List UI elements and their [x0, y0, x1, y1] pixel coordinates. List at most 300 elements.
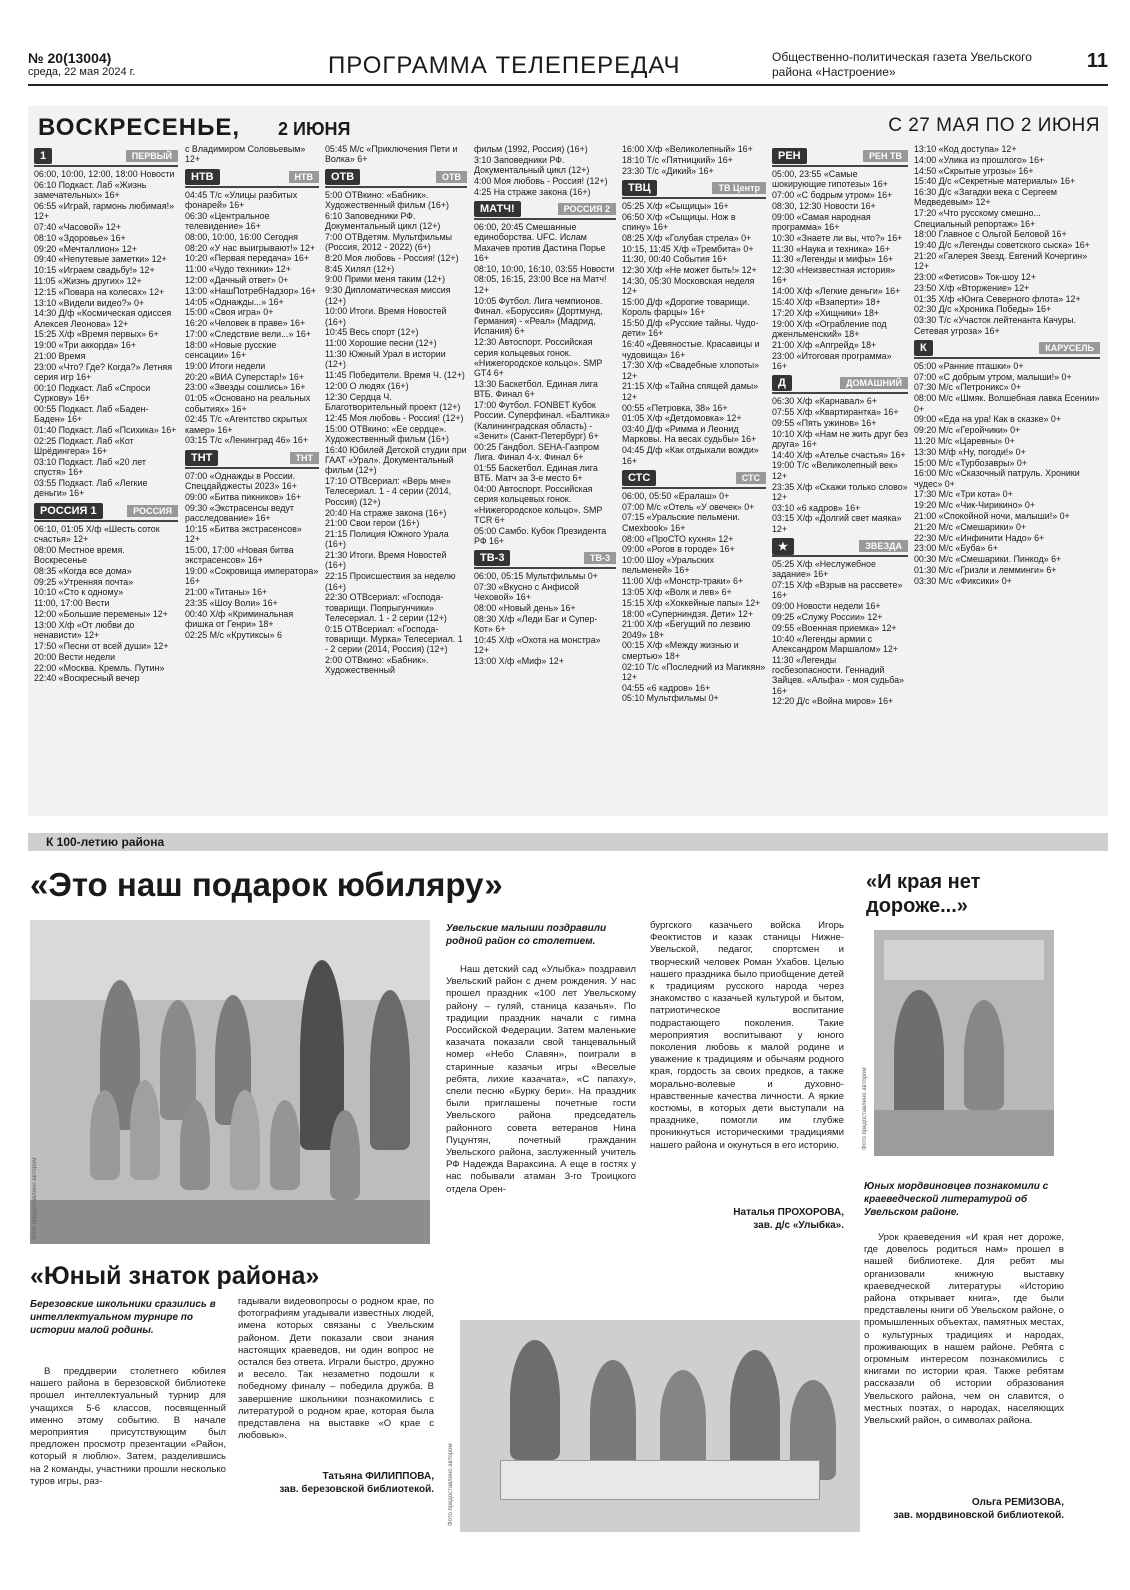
tv-program: 01:30 М/с «Гризли и лемминги» 6+: [914, 564, 1057, 575]
tv-program: 03:30 М/с «Фиксики» 0+: [914, 575, 1012, 586]
tv-program: 08:00 «ПроСТО кухня» 12+: [622, 533, 734, 544]
tv-program: 5:00 ОТВкино: «Бабник». Художественный фильм (16+): [325, 189, 450, 210]
tv-program: 01:05 «Основано на реальных событиях» 16+: [185, 393, 311, 414]
tv-program: 01:40 Подкаст. Лаб «Психика» 16+: [34, 425, 177, 436]
tv-program: 17:00 Футбол. FONBET Кубок России. Суперфинал. «Балтика» (Калининградская область) - «Зенит» (Санкт-Петербург) 6+: [474, 400, 610, 441]
article1-author: Наталья ПРОХОРОВА,: [733, 1207, 844, 1218]
tv-column: [914, 144, 1100, 812]
channel-header: [474, 549, 616, 569]
photo-banner: [884, 940, 1044, 980]
tv-program: 07:15 «Уральские пельмени. Смехbook» 16+: [622, 512, 740, 533]
tv-program: 16:20 «Человек в праве» 16+: [185, 318, 306, 329]
channel-logo: Д: [772, 375, 792, 391]
tv-program: 05:00 «Ранние пташки» 0+: [914, 360, 1024, 371]
article3-photo: [874, 930, 1054, 1156]
tv-program: 05:25 Х/ф «Сыщицы» 16+: [622, 200, 729, 211]
tv-program: фильм (1992, Россия) (16+): [474, 144, 588, 154]
article3-author: Ольга РЕМИЗОВА,: [971, 1497, 1064, 1508]
tv-program: 05:25 Х/ф «Неслужебное задание» 16+: [772, 559, 876, 580]
tv-program: 23:00 «Фетисов» Ток-шоу 12+: [914, 272, 1037, 283]
tv-program: 21:00 Время: [34, 351, 86, 362]
tv-program: 06:50 Х/ф «Сыщицы. Нож в спину» 16+: [622, 211, 736, 232]
channel-header: [185, 168, 319, 188]
article3-lede: Юных мордвиновцев познакомили с краеведческой литературой об Увельском районе.: [864, 1181, 1049, 1218]
paper-name: Общественно-политическая газета Увельского района «Настроение»: [772, 50, 1032, 79]
tv-program: 00:55 «Петровка, 38» 16+: [622, 402, 728, 413]
tv-program: 03:10 Подкаст. Лаб «20 лет спустя» 16+: [34, 457, 146, 478]
tv-program: 03:55 Подкаст. Лаб «Легкие деньги» 16+: [34, 478, 148, 499]
tv-program: 17:10 ОТВсериал: «Верь мне» Телесериал. 1 - 4 серии (2014, Россия) (12+): [325, 476, 452, 507]
article2-author: Татьяна ФИЛИППОВА,: [322, 1471, 434, 1482]
tv-program: 05:10 Мультфильмы 0+: [622, 693, 719, 704]
tv-program: 08:35 «Когда все дома»: [34, 565, 132, 576]
tv-program: 06:30 «Центральное телевидение» 16+: [185, 210, 270, 231]
tv-program: 08:30 Х/ф «Леди Баг и Супер-Кот» 6+: [474, 613, 598, 635]
channel-name: РЕН ТВ: [863, 150, 908, 162]
tv-program: 05:45 М/с «Приключения Пети и Волка» 6+: [325, 144, 458, 165]
channel-header: [772, 537, 908, 557]
tv-program: 20:00 Вести недели: [34, 651, 116, 662]
tv-program: 21:20 «Галерея Звезд. Евгений Кочергин» 12+: [914, 250, 1088, 272]
tv-program: 07:00 «С добрым утром, малыши!» 0+: [914, 371, 1072, 382]
channel-name: ТВ-3: [584, 552, 616, 564]
tv-program: 3:10 Заповедники РФ. Документальный цикл (12+): [474, 154, 590, 176]
tv-program: 22:30 М/с «Инфинити Надо» 6+: [914, 532, 1045, 543]
tv-program: 13:10 «Код доступа» 12+: [914, 144, 1017, 154]
tv-program: 15:00 Д/ф «Дорогие товарищи. Король фарцы» 16+: [622, 297, 750, 318]
tv-program: 10:30 «Знаете ли вы, что?» 16+: [772, 232, 903, 243]
tv-program: 15:40 Д/с «Секретные материалы» 16+: [914, 176, 1076, 187]
tv-program: 00:30 М/с «Смешарики. Пинкод» 6+: [914, 554, 1062, 565]
channel-logo: К: [914, 340, 933, 356]
child-figure: [90, 1090, 120, 1180]
channel-name: ПЕРВЫЙ: [126, 150, 178, 162]
tv-program: 21:20 М/с «Смешарики» 0+: [914, 521, 1027, 532]
tv-program: 15:00 М/с «Турбозавры» 0+: [914, 457, 1028, 468]
tv-program: 10:10 Х/ф «Нам не жить друг без друга» 16+: [772, 428, 908, 449]
tv-program: 23:00 «Что? Где? Когда?» Летняя серия игр 16+: [34, 361, 172, 383]
tv-program: 23:00 «Звезды сошлись» 16+: [185, 382, 306, 393]
tv-program: 23:50 Х/ф «Вторжение» 12+: [914, 282, 1030, 293]
tv-program: 11:45 Победители. Время Ч. (12+): [325, 370, 465, 381]
channel-name: КАРУСЕЛЬ: [1039, 342, 1100, 354]
reader-figure: [894, 990, 944, 1120]
channel-header: [34, 502, 178, 522]
tv-program: 08:00 Местное время. Воскресенье: [34, 544, 125, 566]
tv-program: 0:15 ОТВсериал: «Господа-товарищи. Мурка» Телесериал. 1 - 2 серии (2014, Россия) (12+): [325, 623, 463, 655]
masthead: [28, 46, 1108, 86]
article3-title: «И края нет дороже...»: [866, 871, 981, 917]
tv-program: 21:00 Х/ф «Апгрейд» 18+: [772, 339, 877, 350]
tv-program: 22:00 «Москва. Кремль. Путин»: [34, 662, 165, 673]
tv-program: 11:00 «Чудо техники» 12+: [185, 264, 291, 275]
tv-program: 01:05 Х/ф «Детдомовка» 12+: [622, 413, 742, 424]
article1-lede: Увельские малыши поздравили родной район со столетием.: [446, 923, 607, 947]
article1-col2: бургского казачьего войска Игорь Феоктистов и казак станицы Нижне-Увельской, педагог, спортсмен и творческий человек Роман Ухабов. Целью нашего праздника было приобщение детей к традициям русского народа через знакомство с казачьей культурой и бытом, патриотическое воспитание подрастающего поколения. Такие мероприятия воспитывают у юного поколения любовь к малой родине и уважение к традициям и обычаям родного края, гордость за своих предков, а также морально-волевые и духовно-нравственные качества личности. А яркие костюмы, в которых дети выступали на празднике, помогли им глубже проникнуться историческими традициями нашего района и окунуться в его историю.: [650, 920, 844, 1151]
tv-program: 06:00, 20:45 Смешанные единоборства. UFC. Ислам Махачев против Дастина Порье 16+: [474, 221, 606, 263]
tv-program: 07:00 М/с «Отель «У овечек» 0+: [622, 501, 755, 512]
tv-program: 22:40 «Воскресный вечер: [34, 673, 140, 684]
tv-program: 00:40 Х/ф «Криминальная фишка от Генри» 18+: [185, 608, 294, 629]
photo-floor: [874, 1110, 1054, 1156]
channel-header: [622, 179, 766, 199]
channel-header: [325, 168, 467, 188]
tv-date: 2 ИЮНЯ: [278, 119, 351, 139]
tv-program: 06:00, 05:15 Мультфильмы 0+: [474, 571, 598, 582]
issue-date: среда, 22 мая 2024 г.: [28, 66, 136, 78]
tv-program: 07:30 «Вкусно с Анфисой Чеховой» 16+: [474, 581, 580, 603]
article2-photo-credit: Фото предоставлено автором: [448, 1443, 454, 1526]
tv-program: 20:20 «ВИА Суперстар!» 16+: [185, 371, 305, 382]
tv-column: [34, 144, 178, 812]
tv-program: 10:15 «Битва экстрасенсов» 12+: [185, 523, 302, 544]
channel-logo: РОССИЯ 1: [34, 503, 103, 519]
tv-program: 12:00 «Дачный ответ» 0+: [185, 274, 289, 285]
tv-program: 10:45 Х/ф «Охота на монстра» 12+: [474, 634, 601, 656]
tv-program: 4:00 Моя любовь - Россия! (12+): [474, 175, 608, 186]
tv-program: 9:30 Дипломатическая миссия (12+): [325, 285, 451, 306]
article3-body: Урок краеведения «И края нет дороже, где довелось родиться нам» прошел в нашей библиотеке. Для ребят мы организовали книжную выставку краеведческой литературы «Историю района открывает книга», где были представлены книги об Увельском районе, о промышленных объектах, памятных местах, о культурных традициях и народах, проживающих в нашем районе. Ребята с огромным интересом познакомились с книгами по истории края. Также ребятам рассказали об истории образования Увельского района, чем он славится, о местных поэтах, о народах, населяющих Увельский район, о символах района.: [864, 1232, 1064, 1427]
tv-column: [622, 144, 766, 812]
channel-name: РОССИЯ: [127, 505, 178, 517]
tv-program: 23:35 Х/ф «Скажи только слово» 12+: [772, 481, 908, 502]
article1-photo: [30, 920, 430, 1244]
tv-program: 17:20 Х/ф «Хищники» 18+: [772, 307, 880, 318]
photo-table: [500, 1460, 820, 1500]
tv-program: 06:00, 05:50 «Ералаш» 0+: [622, 490, 730, 501]
tv-program: 09:00 «Еда на ура! Как в сказке» 0+: [914, 414, 1062, 425]
tv-program: 11:00, 17:00 Вести: [34, 598, 110, 609]
tv-program: 18:00 «Суперниндзя. Дети» 12+: [622, 608, 754, 619]
tv-program: 17:20 «Что русскому смешно... Специальный репортаж» 16+: [914, 208, 1041, 229]
tv-program: 08:00 «Новый день» 16+: [474, 603, 576, 614]
channel-name: ЗВЕЗДА: [859, 540, 908, 552]
tv-program: 16:00 Х/ф «Великолепный» 16+: [622, 144, 753, 154]
article2-col2: гадывали видеовопросы о родном крае, по фотографиям угадывали известных людей, имена которых связаны с Увельским районом. Дети показали свои знания настоящих краеведов, ни один вопрос не остался без ответа. Играли быстро, дружно и весело. Так незаметно подошли к победному финалу – победила дружба. В завершение школьники познакомились с литературой о родном крае, которая была представлена на выставке «О крае с любовью».: [238, 1296, 434, 1442]
channel-header: [622, 469, 766, 489]
channel-logo: ТНТ: [185, 450, 218, 466]
tv-program: 21:15 Полиция Южного Урала (16+): [325, 529, 449, 550]
tv-program: 15:50 Д/ф «Русские тайны. Чудо-дети» 16+: [622, 318, 759, 339]
tv-program: 02:25 М/с «Крутиксы» 6: [185, 629, 282, 640]
tv-program: 14:50 «Скрытые угрозы» 16+: [914, 165, 1034, 176]
tv-program: 00:15 Х/ф «Между жизнью и смертью» 18+: [622, 640, 739, 661]
adult-figure: [370, 990, 410, 1150]
tv-program: 13:30 М/ф «Ну, погоди!» 0+: [914, 446, 1026, 457]
tv-column: [325, 144, 467, 812]
tv-program: 14:40 Х/ф «Ателье счастья» 16+: [772, 449, 906, 460]
tv-program: 02:25 Подкаст. Лаб «Кот Шрёдингера» 16+: [34, 435, 134, 457]
photo-floor: [30, 1200, 430, 1244]
tv-program: 22:15 Происшествия за неделю (16+): [325, 571, 456, 592]
tv-program: 19:00 «Три аккорда» 16+: [34, 340, 136, 351]
channel-header: [34, 147, 178, 167]
tv-program: 01:55 Баскетбол. Единая лига ВТБ. Матч за 3-е место 6+: [474, 462, 598, 484]
tv-program: 07:15 Х/ф «Взрыв на рассвете» 16+: [772, 580, 903, 601]
tv-program: 00:10 Подкаст. Лаб «Спроси Суркову» 16+: [34, 382, 151, 404]
tv-program: 09:20 «Мечталлион» 12+: [34, 243, 137, 254]
tv-program: 07:30 М/с «Петроникс» 0+: [914, 382, 1022, 393]
tv-program: 11:00 Хорошие песни (12+): [325, 338, 437, 349]
channel-header: [914, 339, 1100, 359]
tv-program: с Владимиром Соловьевым» 12+: [185, 144, 306, 165]
tv-program: 16:40 Юбилей Детской студии при ГААТ «Урал». Документальный фильм (12+): [325, 444, 467, 476]
article2-signature: [238, 1470, 434, 1496]
article2-lede: Березовские школьники сразились в интеллектуальном турнире по истории малой родины.: [30, 1299, 216, 1336]
tv-program: 09:00 «Рогов в городе» 16+: [622, 544, 735, 555]
tv-program: 11:20 М/с «Царевны» 0+: [914, 435, 1015, 446]
tv-program: 00:55 Подкаст. Лаб «Баден-Баден» 16+: [34, 404, 149, 425]
tv-program: 13:00 Х/ф «От любви до ненависти» 12+: [34, 619, 135, 641]
article3-signature: [864, 1496, 1064, 1522]
tv-program: 06:30 Х/ф «Карнавал» 6+: [772, 396, 877, 407]
tv-program: 18:00 «Новые русские сенсации» 16+: [185, 339, 277, 361]
tv-program: 02:10 Т/с «Последний из Магикян» 12+: [622, 661, 766, 682]
tv-program: 17:00 «Следствие вели...» 16+: [185, 328, 311, 339]
tv-program: 8:20 Моя любовь - Россия! (12+): [325, 252, 459, 263]
tv-program: 14:30, 05:30 Московская неделя 12+: [622, 275, 755, 297]
tv-program: 8:45 Хилял (12+): [325, 263, 395, 274]
child-figure: [230, 1090, 260, 1190]
tv-schedule: [28, 106, 1108, 816]
tv-program: 12:20 Д/с «Война миров» 16+: [772, 696, 894, 707]
tv-program: 14:05 «Однажды...» 16+: [185, 296, 284, 307]
tv-program: 07:40 «Часовой» 12+: [34, 221, 121, 232]
tv-program: 11:30 «Наука и техника» 16+: [772, 243, 891, 254]
tv-program: 04:55 «6 кадров» 16+: [622, 682, 711, 693]
tv-program: 13:00 Х/ф «Миф» 12+: [474, 656, 564, 667]
tv-program: 09:40 «Непутевые заметки» 12+: [34, 254, 167, 265]
tv-program: 22:30 ОТВсериал: «Господа-товарищи. Попрыгунчики» Телесериал. 1 - 2 серии (12+): [325, 592, 447, 623]
article3-photo-credit: Фото предоставлено автором: [862, 1067, 868, 1150]
channel-logo: СТС: [622, 470, 656, 486]
tv-program: 19:00 Т/с «Великолепный век» 12+: [772, 460, 898, 481]
tv-program: 23:35 «Шоу Воли» 16+: [185, 597, 278, 608]
tv-program: 14:00 «Улика из прошлого» 16+: [914, 154, 1045, 165]
photo-backdrop: [30, 920, 430, 1000]
channel-name: ТВ Центр: [712, 182, 766, 194]
tv-program: 12:45 Моя любовь - Россия! (12+): [325, 412, 464, 423]
tv-program: 14:30 Д/ф «Космическая одиссея Алексея Леонова» 12+: [34, 308, 172, 329]
tv-program: 08:10 «Здоровье» 16+: [34, 232, 126, 243]
tv-program: 10:05 Футбол. Лига чемпионов. Финал. «Боруссия» (Дортмунд, Германия) - «Реал» (Мадрид, Испания) 6+: [474, 295, 603, 337]
channel-header: [772, 374, 908, 394]
tv-program: 9:00 Прими меня таким (12+): [325, 274, 446, 285]
channel-name: СТС: [736, 472, 766, 484]
tv-program: 07:00 «С бодрым утром» 16+: [772, 190, 893, 201]
tv-program: 12:30 Сердца Ч. Благотворительный проект (12+): [325, 391, 461, 413]
article2-author-role: зав. березовской библиотекой.: [279, 1484, 434, 1495]
tv-program: 17:50 «Песни от всей души» 12+: [34, 640, 169, 651]
child-figure: [180, 1100, 210, 1190]
channel-logo: ОТВ: [325, 169, 360, 185]
channel-header: [772, 147, 908, 167]
tv-program: 05:00 Самбо. Кубок Президента РФ 16+: [474, 525, 607, 546]
channel-header: [474, 200, 616, 220]
tv-program: 06:00, 10:00, 12:00, 18:00 Новости: [34, 169, 175, 179]
channel-name: ОТВ: [436, 171, 467, 183]
tv-program: 12:30 Х/ф «Не может быть!» 12+: [622, 265, 757, 276]
channel-logo: ТВЦ: [622, 180, 657, 196]
channel-logo: ТВ-3: [474, 550, 510, 566]
tv-program: 2:00 ОТВкино: «Бабник». Художественный: [325, 655, 429, 676]
tv-program: 03:10 «6 кадров» 16+: [772, 502, 861, 513]
article1-col1: Наш детский сад «Улыбка» поздравил Увельский район с днем рождения. У нас прошел праздник «100 лет Увельскому району – гуляй, станица казачья». По традиции праздник начали с гимна Российской Федерации. Затем маленькие казачата показали свой танцевальный номер «Небо Славян», поиграли в старинные казачьи игры «Веселые ребята, лихие казачата», «С папаху», спели песню «Бурку бери». На праздник были приглашены почетные гости Увельского района председатель районного совета ветеранов Нина Пуцунтян, почетный гражданин Увельского района, заслуженный учитель РФ Надежда Вараксина. А еще в гостях у нас побывали атаман 3-го Троицкого отдела Орен-: [446, 964, 636, 1195]
tv-program: 19:00 Х/ф «Ограбление под дженльменский» 18+: [772, 318, 887, 339]
tv-program: 05:00, 23:55 «Самые шокирующие гипотезы» 16+: [772, 169, 888, 190]
tv-program: 08:20 «У нас выигрывают!» 12+: [185, 242, 316, 253]
tv-program: 12:00 «Большие перемены» 12+: [34, 609, 168, 620]
tv-program: 09:00 «Битва пикников» 16+: [185, 491, 302, 502]
tv-program: 21:00 Свои герои (16+): [325, 518, 420, 529]
tv-program: 19:20 М/с «Чик-Чирикино» 0+: [914, 500, 1036, 511]
tv-program: 09:00 «Самая народная программа» 16+: [772, 211, 871, 232]
tv-program: 02:30 Д/с «Хроника Победы» 16+: [914, 304, 1052, 315]
student-figure: [660, 1370, 706, 1470]
tv-program: 10:20 «Первая передача» 16+: [185, 253, 310, 264]
page-number: 11: [1086, 50, 1108, 72]
anniversary-strip: [28, 833, 1108, 851]
tv-program: 06:55 «Играй, гармонь любимая!» 12+: [34, 200, 175, 222]
tv-program: 08:30, 12:30 Новости 16+: [772, 200, 876, 211]
child-figure: [130, 1080, 160, 1180]
tv-program: 10:40 «Легенды армии с Александром Маршалом» 12+: [772, 633, 899, 654]
tv-program: 17:30 Х/ф «Свадебные хлопоты» 12+: [622, 360, 760, 381]
tv-program: 16:30 Д/с «Загадки века с Сергеем Медведевым» 12+: [914, 187, 1057, 208]
tv-program: 04:45 Т/с «Улицы разбитых фонарей» 16+: [185, 189, 298, 210]
tv-program: 10:00 Итоги. Время Новостей (16+): [325, 306, 447, 327]
tv-column: [185, 144, 319, 812]
tv-program: 10:45 Весь спорт (12+): [325, 327, 419, 338]
tv-program: 09:30 «Экстрасенсы ведут расследование» 16+: [185, 502, 294, 523]
tv-program: 15:00 ОТВкино: «Ее сердце». Художественный фильм (16+): [325, 423, 450, 444]
article1-photo-credit: Фото предоставлено автором: [32, 1157, 38, 1240]
tv-program: 11:30 «Легенды и мифы» 16+: [772, 254, 894, 265]
tv-program: 11:30, 00:40 События 16+: [622, 254, 728, 265]
tv-program: 20:40 На страже закона (16+): [325, 507, 447, 518]
tv-program: 08:05, 16:15, 23:00 Все на Матч! 12+: [474, 274, 607, 295]
tv-day: ВОСКРЕСЕНЬЕ,: [38, 114, 240, 141]
child-figure: [330, 1110, 360, 1200]
anniversary-label: К 100-летию района: [46, 835, 165, 849]
tv-program: 12:00 О людях (16+): [325, 380, 409, 391]
tv-program: 00:25 Гандбол. SEHA-Газпром Лига. Финал 4-х. Финал 6+: [474, 441, 600, 463]
tv-program: 08:00 М/с «Шмяк. Волшебная лавка Есении» 0+: [914, 393, 1100, 414]
tv-range: С 27 МАЯ ПО 2 ИЮНЯ: [888, 115, 1100, 136]
tv-program: 17:30 М/с «Три кота» 0+: [914, 489, 1013, 500]
tv-program: 06:10, 01:05 Х/ф «Шесть соток счастья» 12+: [34, 523, 160, 544]
tv-program: 23:00 М/с «Буба» 6+: [914, 543, 998, 554]
article2-photo: [460, 1320, 860, 1532]
student-figure: [590, 1360, 636, 1470]
tv-program: 10:10 «Сто к одному»: [34, 587, 124, 598]
tv-program: 11:30 Южный Урал в истории (12+): [325, 349, 446, 370]
tv-program: 06:10 Подкаст. Лаб «Жизнь замечательных» 16+: [34, 179, 147, 201]
tv-program: 19:00 «Сокровища императора» 16+: [185, 565, 319, 587]
issue-number: № 20(13004): [28, 50, 112, 66]
channel-header: [185, 449, 319, 469]
tv-program: 15:40 Х/ф «Взаперти» 18+: [772, 297, 881, 308]
tv-program: 09:55 «Пять ужинов» 16+: [772, 417, 877, 428]
tv-program: 19:00 Итоги недели: [185, 360, 266, 371]
tv-program: 10:00 Шоу «Уральских пельменей» 16+: [622, 555, 715, 576]
tv-program: 4:25 На страже закона (16+): [474, 186, 591, 197]
tv-program: 10:15 «Играем свадьбу!» 12+: [34, 265, 155, 276]
tv-program: 16:40 «Девяностые. Красавицы и чудовища» 16+: [622, 339, 760, 360]
student-figure: [510, 1340, 560, 1460]
tv-column: [474, 144, 616, 812]
tv-program: 23:00 «Итоговая программа» 16+: [772, 350, 892, 371]
section-title: ПРОГРАММА ТЕЛЕПЕРЕДАЧ: [328, 52, 681, 79]
tv-program: 12:30 Автоспорт. Российская серия кольцевых гонок. «Нижегородское кольцо». SMP GT4 6+: [474, 337, 603, 379]
article2-col1: В преддверии столетнего юбилея нашего района в березовской библиотеке прошел интеллектуальный турнир для учащихся 5-6 классов, посвященный именно этому событию. В начале мероприятия присутствующим был предложен просмотр презентации «Район, который я люблю». Затем, разделившись на 2 команды, участники прошли несколько туров игры, раз-: [30, 1366, 226, 1487]
tv-program: 11:30 «Легенды госбезопасности. Геннадий Зайцев. «Альфа» - моя судьба» 16+: [772, 654, 904, 696]
tv-program: 13:30 Баскетбол. Единая лига ВТБ. Финал 6+: [474, 378, 598, 400]
tv-program: 09:25 «Служу России» 12+: [772, 611, 883, 622]
tv-program: 18:00 Главное с Ольгой Беловой 16+: [914, 229, 1067, 240]
tv-program: 07:55 Х/ф «Квартирантка» 16+: [772, 406, 899, 417]
tv-program: 23:30 Т/с «Дикий» 16+: [622, 165, 714, 176]
channel-logo: МАТЧ!: [474, 201, 521, 217]
tv-program: 6:10 Заповедники РФ. Документальный цикл (12+): [325, 210, 441, 231]
article3-author-role: зав. мордвиновской библиотекой.: [893, 1510, 1064, 1521]
tv-program: 13:00 «НашПотребНадзор» 16+: [185, 285, 316, 296]
channel-name: РОССИЯ 2: [558, 203, 616, 215]
channel-name: ДОМАШНИЙ: [840, 377, 908, 389]
tv-column: [772, 144, 908, 812]
tv-program: 21:00 «Титаны» 16+: [185, 586, 268, 597]
tv-program: 21:00 «Спокойной ночи, малыши!» 0+: [914, 511, 1070, 521]
channel-name: НТВ: [289, 171, 320, 183]
tv-program: 08:00, 10:00, 16:00 Сегодня: [185, 231, 298, 242]
tv-program: 21:30 Итоги. Время Новостей (16+): [325, 550, 447, 571]
tv-program: 13:10 «Видели видео?» 0+: [34, 297, 145, 308]
tv-program: 03:15 Т/с «Ленинград 46» 16+: [185, 435, 309, 446]
tv-program: 21:00 Х/ф «Бегущий по лезвию 2049» 18+: [622, 619, 751, 640]
tv-program: 08:25 Х/ф «Голубая стрела» 0+: [622, 232, 752, 243]
article1-author-role: зав. д/с «Улыбка».: [753, 1220, 844, 1231]
tv-program: 04:45 Д/ф «Как отдыхали вожди» 16+: [622, 445, 759, 466]
tv-program: 08:10, 10:00, 16:10, 03:55 Новости: [474, 263, 615, 274]
channel-logo: ★: [772, 538, 794, 555]
student-figure: [730, 1350, 780, 1470]
tv-program: 03:30 Т/с «Участок лейтенанта Качуры. Сетевая угроза» 16+: [914, 315, 1077, 336]
tv-program: 16:00 М/с «Сказочный патруль. Хроники чудес» 0+: [914, 468, 1080, 489]
tv-program: 15:25 Х/ф «Время первых» 6+: [34, 329, 159, 340]
tv-program: 01:35 Х/ф «Юнга Северного флота» 12+: [914, 293, 1081, 304]
tv-program: 15:15 Х/ф «Хоккейные папы» 12+: [622, 597, 761, 608]
channel-logo: 1: [34, 148, 52, 164]
tv-program: 07:00 «Однажды в России. Спецдайджесты 2023» 16+: [185, 470, 297, 492]
tv-program: 15:00, 17:00 «Новая битва экстрасенсов» 16+: [185, 544, 294, 566]
tv-program: 03:15 Х/ф «Долгий свет маяка» 12+: [772, 513, 902, 534]
tv-program: 02:45 Т/с «Агентство скрытых камер» 16+: [185, 414, 308, 435]
tv-program: 12:15 «Повара на колесах» 12+: [34, 286, 165, 297]
tv-program: 09:25 «Утренняя почта»: [34, 576, 134, 587]
tv-program: 10:15, 11:45 Х/ф «Трембита» 0+: [622, 243, 754, 254]
article1-signature: [650, 1206, 844, 1232]
article2-title: «Юный знаток района»: [30, 1262, 320, 1290]
tv-program: 18:10 Т/с «Пятницкий» 16+: [622, 154, 733, 165]
tv-program: 04:00 Автоспорт. Российская серия кольцевых гонок. «Нижегородское кольцо». SMP TCR 6+: [474, 483, 603, 525]
tv-program: 09:00 Новости недели 16+: [772, 601, 881, 612]
child-figure: [270, 1100, 300, 1190]
tv-program: 14:00 Х/ф «Легкие деньги» 16+: [772, 286, 901, 297]
tv-program: 19:40 Д/с «Легенды советского сыска» 16+: [914, 240, 1090, 251]
tv-program: 09:20 М/с «Геройчики» 0+: [914, 425, 1021, 436]
tv-program: 7:00 ОТВдетям. Мультфильмы (Россия, 2012 - 2022) (6+): [325, 231, 453, 253]
channel-logo: НТВ: [185, 169, 220, 185]
